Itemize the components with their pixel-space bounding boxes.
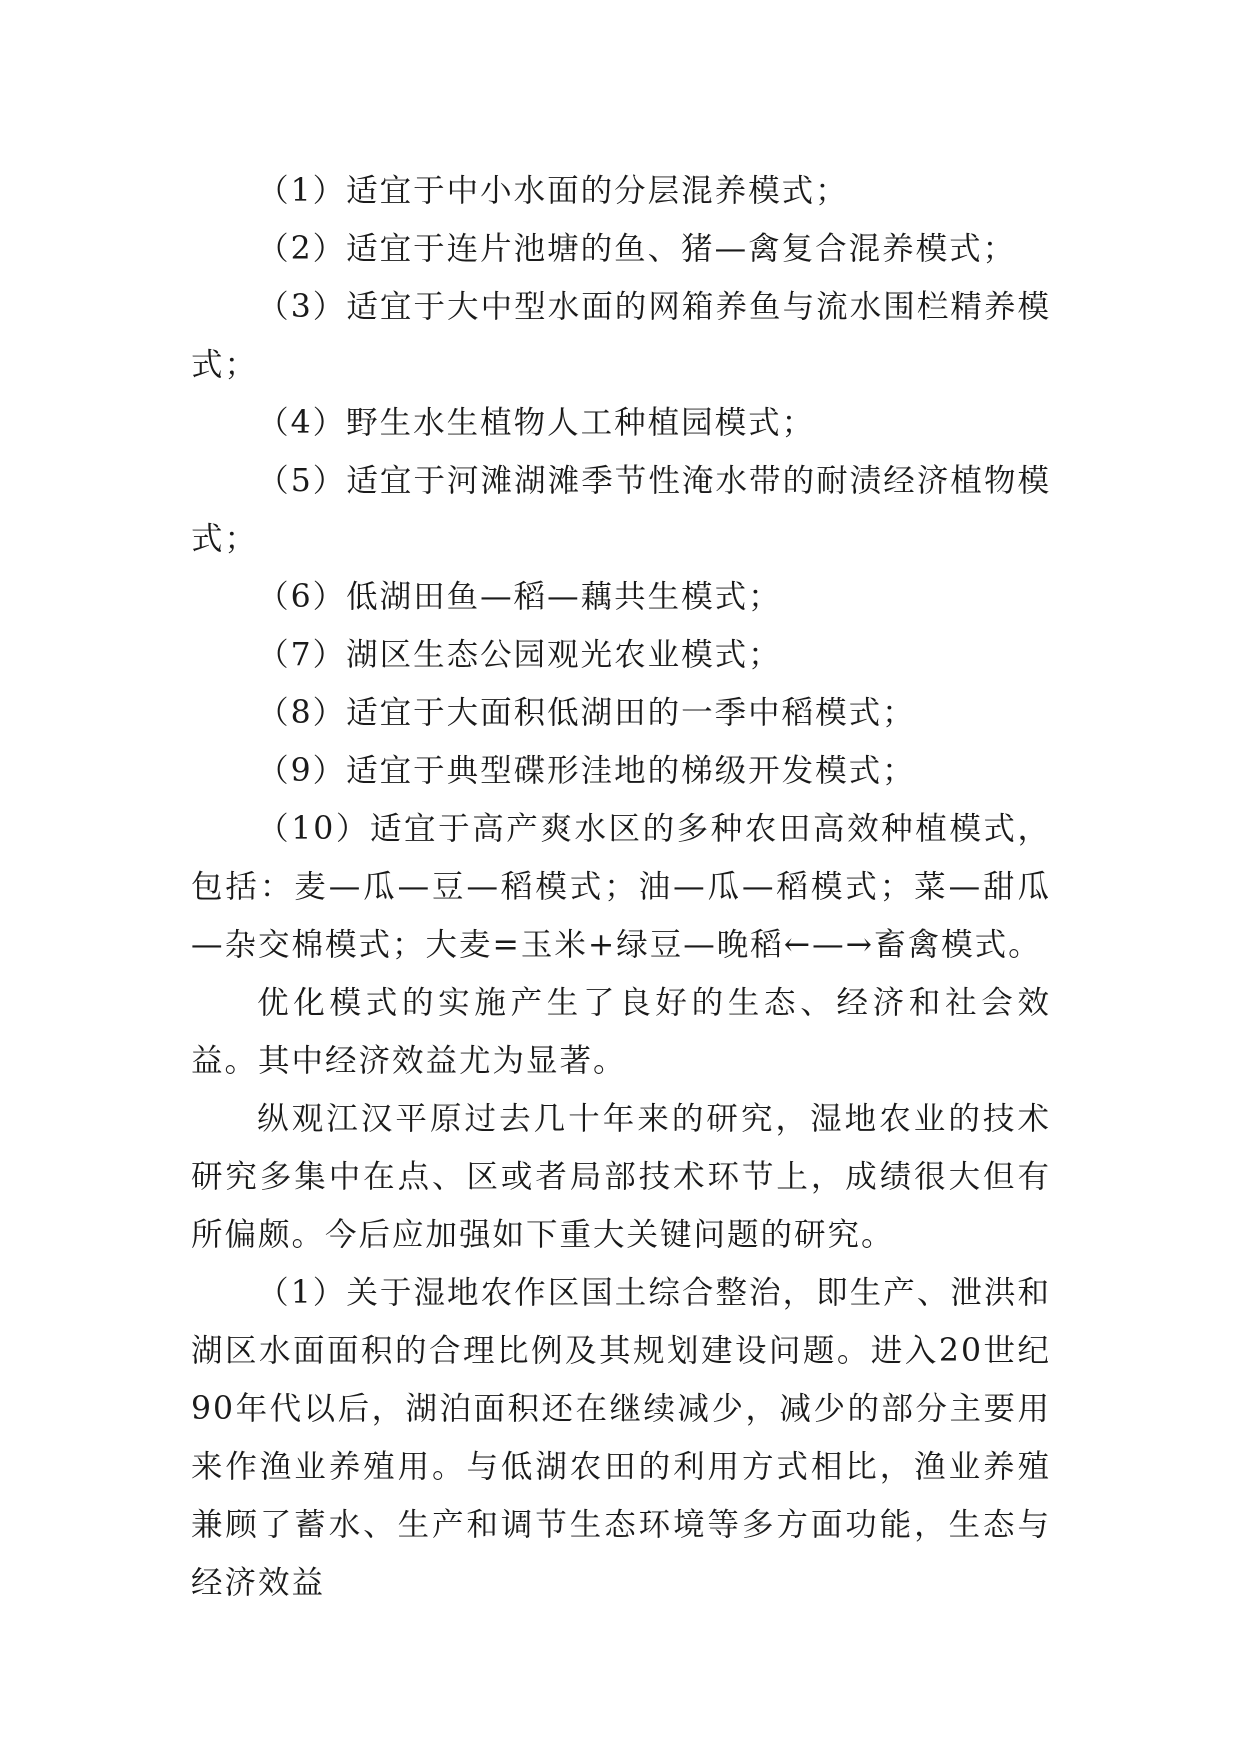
paragraph: （2）适宜于连片池塘的鱼、猪—禽复合混养模式； bbox=[257, 231, 1017, 267]
paragraph: （1）关于湿地农作区国土综合整治，即生产、泄洪和湖区水面面积的合理比例及其规划建设问题。进入20世纪90年代以后，湖泊面积还在继续减少，减少的部分主要用来作渔业养殖用。与低湖农田的利用方式相比，渔业养殖兼顾了蓄水、生产和调节生态环境等多方面功能，生态与经济效益 bbox=[191, 1275, 1051, 1601]
paragraph: （4）野生水生植物人工种植园模式； bbox=[257, 405, 816, 441]
document-body bbox=[191, 162, 1051, 1612]
paragraph: （8）适宜于大面积低湖田的一季中稻模式； bbox=[257, 695, 916, 731]
paragraph: （6）低湖田鱼—稻—藕共生模式； bbox=[257, 579, 782, 615]
paragraph: 优化模式的实施产生了良好的生态、经济和社会效益。其中经济效益尤为显著。 bbox=[191, 985, 1051, 1079]
paragraph: （3）适宜于大中型水面的网箱养鱼与流水围栏精养模式； bbox=[191, 289, 1051, 383]
paragraph: （9）适宜于典型碟形洼地的梯级开发模式； bbox=[257, 753, 916, 789]
paragraph: 纵观江汉平原过去几十年来的研究，湿地农业的技术研究多集中在点、区或者局部技术环节上，成绩很大但有所偏颇。今后应加强如下重大关键问题的研究。 bbox=[191, 1101, 1051, 1253]
paragraph: （1）适宜于中小水面的分层混养模式； bbox=[257, 173, 849, 209]
paragraph: （7）湖区生态公园观光农业模式； bbox=[257, 637, 782, 673]
paragraph: （5）适宜于河滩湖滩季节性淹水带的耐渍经济植物模式； bbox=[191, 463, 1051, 557]
paragraph: （10）适宜于高产爽水区的多种农田高效种植模式，包括：麦—瓜—豆—稻模式；油—瓜—稻模式；菜—甜瓜—杂交棉模式；大麦=玉米+绿豆—晚稻←—→畜禽模式。 bbox=[191, 811, 1051, 963]
